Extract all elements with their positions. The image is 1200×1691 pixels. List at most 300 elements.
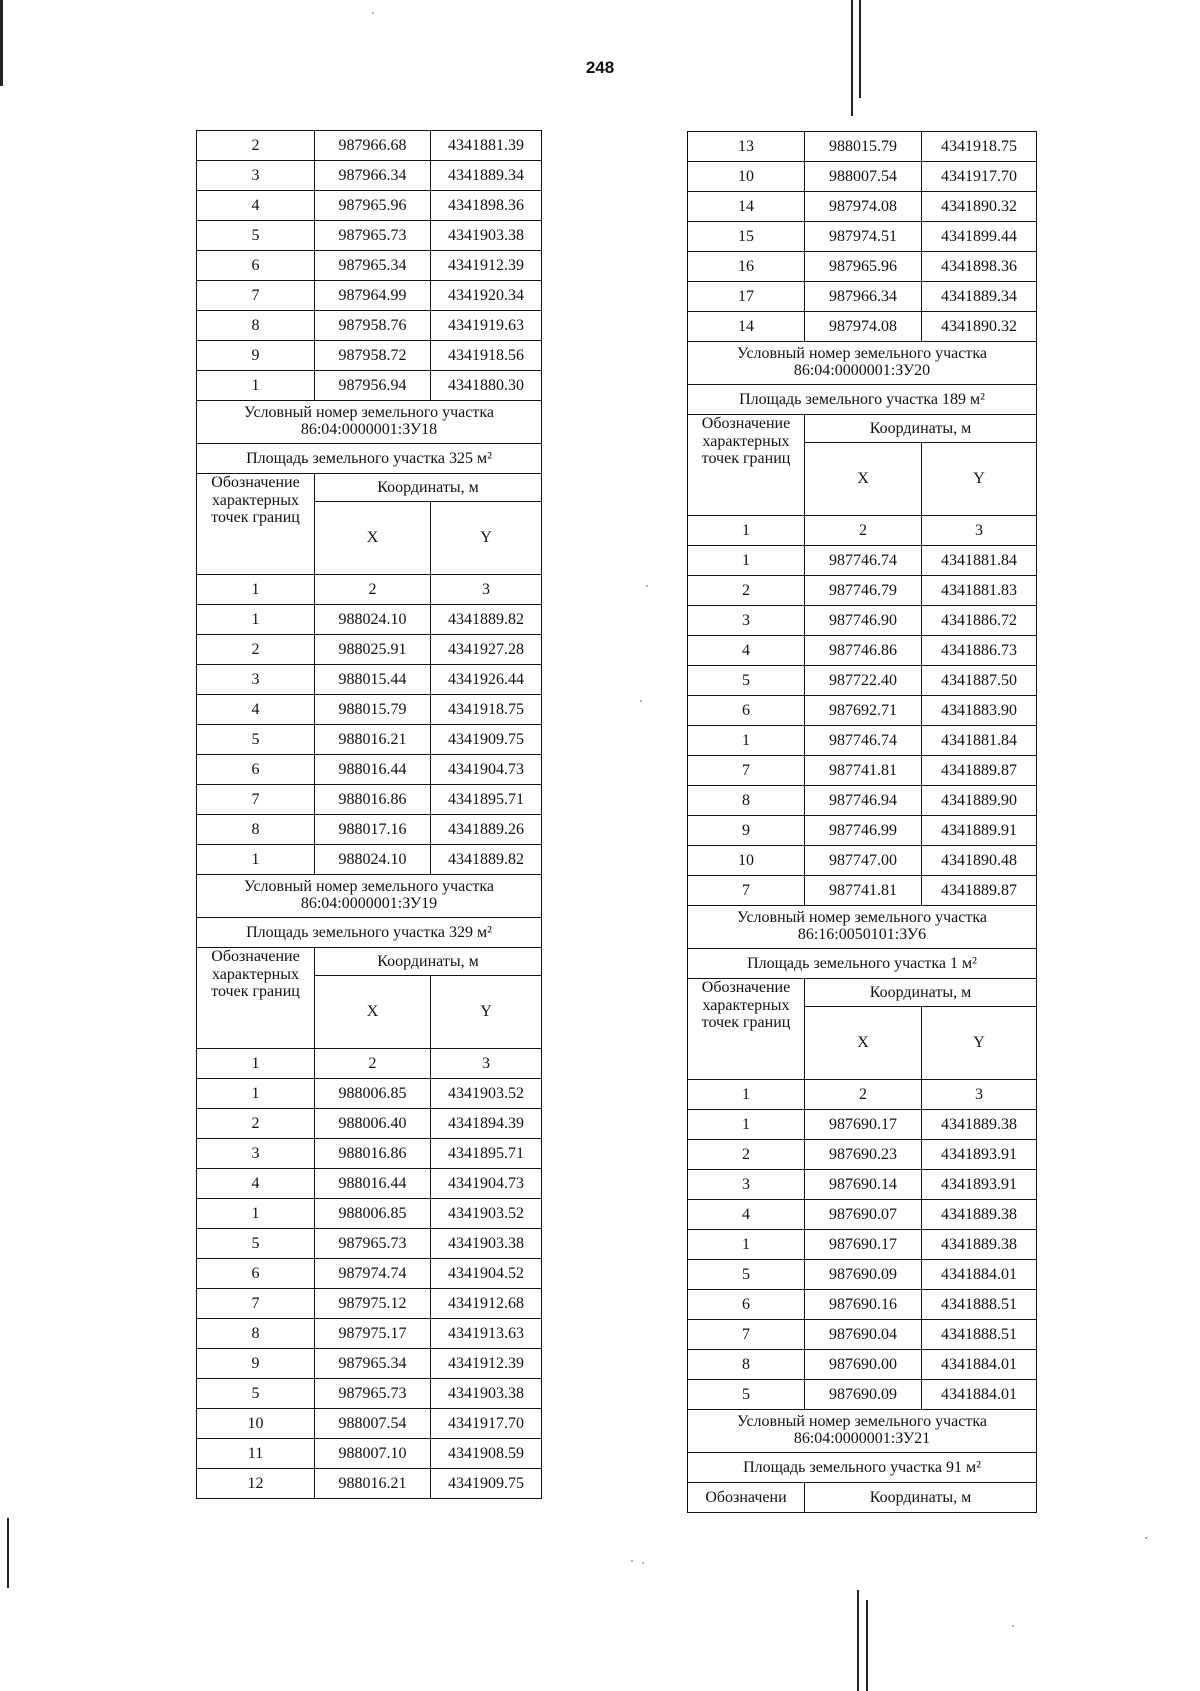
x-coordinate: 987746.79 [805,576,922,606]
header-row [688,979,1037,1007]
table-row [688,132,1037,162]
header-y: Y [431,976,542,1049]
point-number: 7 [688,1320,805,1350]
header-designation: Обозначени [688,1483,805,1513]
table-row [688,666,1037,696]
y-coordinate: 4341918.56 [431,341,542,371]
y-coordinate: 4341913.63 [431,1319,542,1349]
point-number: 3 [688,606,805,636]
point-number: 4 [688,636,805,666]
x-coordinate: 988015.79 [315,695,431,725]
column-number: 2 [315,1049,431,1079]
x-coordinate: 988015.79 [805,132,922,162]
table-row [688,1320,1037,1350]
table-row [688,1350,1037,1380]
point-number: 7 [197,281,315,311]
table-row [197,695,542,725]
x-coordinate: 987974.74 [315,1259,431,1289]
point-number: 11 [197,1439,315,1469]
x-coordinate: 987975.17 [315,1319,431,1349]
table-row [197,281,542,311]
header-coordinates: Координаты, м [315,948,542,976]
page-number: 248 [585,58,615,77]
header-x: X [805,443,922,516]
parcel-number: Условный номер земельного участка 86:16:0050101:ЗУ6 [688,906,1037,949]
point-number: 3 [688,1170,805,1200]
table-row [197,1469,542,1499]
point-number: 8 [688,1350,805,1380]
table-row [197,251,542,281]
point-number: 5 [688,666,805,696]
scan-line [7,1518,9,1588]
table-row [197,1079,542,1109]
x-coordinate: 987690.17 [805,1230,922,1260]
point-number: 7 [197,785,315,815]
column-number-row [688,516,1037,546]
point-number: 6 [688,1290,805,1320]
point-number: 10 [688,846,805,876]
x-coordinate: 987965.73 [315,221,431,251]
parcel-area: Площадь земельного участка 189 м² [688,385,1037,415]
y-coordinate: 4341904.73 [431,755,542,785]
header-designation: Обозначение характерных точек границ [197,474,315,575]
point-number: 10 [688,162,805,192]
parcel-area: Площадь земельного участка 325 м² [197,444,542,474]
y-coordinate: 4341889.87 [922,756,1037,786]
x-coordinate: 987965.96 [315,191,431,221]
column-number: 3 [431,1049,542,1079]
y-coordinate: 4341889.38 [922,1230,1037,1260]
table-row [197,311,542,341]
table-row [688,1140,1037,1170]
point-number: 8 [197,815,315,845]
scan-speck [640,700,642,702]
x-coordinate: 987746.99 [805,816,922,846]
y-coordinate: 4341889.38 [922,1200,1037,1230]
y-coordinate: 4341895.71 [431,1139,542,1169]
y-coordinate: 4341890.48 [922,846,1037,876]
header-coordinates: Координаты, м [315,474,542,502]
parcel-number: Условный номер земельного участка 86:04:0000001:ЗУ18 [197,401,542,444]
point-number: 8 [688,786,805,816]
table-row [688,816,1037,846]
point-number: 1 [688,1230,805,1260]
point-number: 1 [197,1079,315,1109]
table-row [197,1319,542,1349]
y-coordinate: 4341912.68 [431,1289,542,1319]
left-column [196,130,541,1499]
y-coordinate: 4341908.59 [431,1439,542,1469]
y-coordinate: 4341917.70 [431,1409,542,1439]
point-number: 1 [197,605,315,635]
header-y: Y [431,502,542,575]
x-coordinate: 987746.90 [805,606,922,636]
y-coordinate: 4341889.82 [431,605,542,635]
table-row [197,755,542,785]
y-coordinate: 4341894.39 [431,1109,542,1139]
y-coordinate: 4341890.32 [922,192,1037,222]
table-row [197,725,542,755]
point-number: 16 [688,252,805,282]
parcel-area-row [688,949,1037,979]
table-row [688,1230,1037,1260]
point-number: 5 [688,1260,805,1290]
table-row [688,1200,1037,1230]
parcel-area-row [688,1453,1037,1483]
y-coordinate: 4341889.38 [922,1110,1037,1140]
column-number: 1 [688,1080,805,1110]
point-number: 9 [197,1349,315,1379]
scan-speck [372,12,374,14]
header-y: Y [922,443,1037,516]
x-coordinate: 988024.10 [315,605,431,635]
table-row [197,1199,542,1229]
y-coordinate: 4341889.87 [922,876,1037,906]
y-coordinate: 4341884.01 [922,1350,1037,1380]
table-row [688,162,1037,192]
column-number: 1 [197,575,315,605]
point-number: 5 [197,1229,315,1259]
header-designation: Обозначение характерных точек границ [197,948,315,1049]
x-coordinate: 988015.44 [315,665,431,695]
y-coordinate: 4341903.52 [431,1079,542,1109]
point-number: 14 [688,192,805,222]
point-number: 2 [197,1109,315,1139]
column-number-row [688,1080,1037,1110]
x-coordinate: 987746.74 [805,546,922,576]
header-x: X [315,502,431,575]
parcel-number-row [688,1410,1037,1453]
table-row [688,222,1037,252]
y-coordinate: 4341904.52 [431,1259,542,1289]
table-row [688,1260,1037,1290]
x-coordinate: 988007.54 [805,162,922,192]
point-number: 6 [197,1259,315,1289]
table-row [197,1229,542,1259]
x-coordinate: 987746.94 [805,786,922,816]
header-x: X [315,976,431,1049]
x-coordinate: 987966.68 [315,131,431,161]
x-coordinate: 987690.07 [805,1200,922,1230]
header-coordinates: Координаты, м [805,979,1037,1007]
column-number: 2 [315,575,431,605]
y-coordinate: 4341881.39 [431,131,542,161]
table-row [688,282,1037,312]
point-number: 6 [197,755,315,785]
y-coordinate: 4341881.84 [922,546,1037,576]
x-coordinate: 987690.16 [805,1290,922,1320]
parcel-number-row [688,906,1037,949]
x-coordinate: 987958.76 [315,311,431,341]
y-coordinate: 4341903.38 [431,1229,542,1259]
table-row [197,1379,542,1409]
parcel-number-row [197,401,542,444]
point-number: 1 [688,546,805,576]
header-coordinates: Координаты, м [805,1483,1037,1513]
y-coordinate: 4341904.73 [431,1169,542,1199]
y-coordinate: 4341881.83 [922,576,1037,606]
y-coordinate: 4341909.75 [431,725,542,755]
parcel-area-row [197,444,542,474]
table-row [197,131,542,161]
point-number: 4 [688,1200,805,1230]
x-coordinate: 987741.81 [805,876,922,906]
x-coordinate: 987958.72 [315,341,431,371]
point-number: 1 [688,726,805,756]
point-number: 7 [688,876,805,906]
parcel-area: Площадь земельного участка 91 м² [688,1453,1037,1483]
table-row [197,665,542,695]
table-row [197,1139,542,1169]
y-coordinate: 4341909.75 [431,1469,542,1499]
point-number: 5 [688,1380,805,1410]
x-coordinate: 987975.12 [315,1289,431,1319]
y-coordinate: 4341889.91 [922,816,1037,846]
point-number: 15 [688,222,805,252]
x-coordinate: 988016.86 [315,1139,431,1169]
header-row [197,474,542,502]
scan-speck [1145,1537,1147,1539]
table-row [197,1259,542,1289]
parcel-area: Площадь земельного участка 329 м² [197,918,542,948]
point-number: 3 [197,161,315,191]
x-coordinate: 987965.34 [315,251,431,281]
scan-line [857,1590,859,1691]
y-coordinate: 4341881.84 [922,726,1037,756]
x-coordinate: 988016.21 [315,725,431,755]
point-number: 6 [688,696,805,726]
point-number: 4 [197,695,315,725]
table-row [688,1290,1037,1320]
column-number: 2 [805,516,922,546]
y-coordinate: 4341917.70 [922,162,1037,192]
point-number: 3 [197,665,315,695]
header-y: Y [922,1007,1037,1080]
header-x: X [805,1007,922,1080]
y-coordinate: 4341888.51 [922,1320,1037,1350]
x-coordinate: 988006.40 [315,1109,431,1139]
x-coordinate: 988007.10 [315,1439,431,1469]
x-coordinate: 987690.09 [805,1260,922,1290]
table-row [688,876,1037,906]
point-number: 6 [197,251,315,281]
scan-line [859,0,861,98]
header-row [688,415,1037,443]
point-number: 3 [197,1139,315,1169]
x-coordinate: 988006.85 [315,1079,431,1109]
point-number: 8 [197,1319,315,1349]
point-number: 1 [688,1110,805,1140]
x-coordinate: 987965.34 [315,1349,431,1379]
table-row [688,696,1037,726]
y-coordinate: 4341898.36 [431,191,542,221]
x-coordinate: 987974.08 [805,312,922,342]
table-row [197,1349,542,1379]
column-number: 2 [805,1080,922,1110]
point-number: 5 [197,1379,315,1409]
y-coordinate: 4341886.73 [922,636,1037,666]
scan-line [866,1600,868,1691]
table-row [197,221,542,251]
y-coordinate: 4341918.75 [431,695,542,725]
scan-speck [646,585,648,587]
x-coordinate: 987746.86 [805,636,922,666]
parcel-number-row [197,875,542,918]
y-coordinate: 4341889.90 [922,786,1037,816]
y-coordinate: 4341889.34 [431,161,542,191]
column-number: 1 [197,1049,315,1079]
table-row [688,312,1037,342]
parcel-number: Условный номер земельного участка 86:04:0000001:ЗУ19 [197,875,542,918]
point-number: 1 [197,371,315,401]
point-number: 7 [688,756,805,786]
table-row [688,726,1037,756]
point-number: 12 [197,1469,315,1499]
header-row [688,1483,1037,1513]
table-row [688,546,1037,576]
column-number: 1 [688,516,805,546]
x-coordinate: 987966.34 [315,161,431,191]
y-coordinate: 4341899.44 [922,222,1037,252]
header-coordinates: Координаты, м [805,415,1037,443]
y-coordinate: 4341884.01 [922,1260,1037,1290]
table-row [197,1439,542,1469]
y-coordinate: 4341903.38 [431,221,542,251]
scan-line [851,0,853,116]
point-number: 1 [197,1199,315,1229]
x-coordinate: 988025.91 [315,635,431,665]
y-coordinate: 4341895.71 [431,785,542,815]
table-row [197,635,542,665]
table-row [688,1110,1037,1140]
table-row [197,785,542,815]
column-number: 3 [922,1080,1037,1110]
table-row [197,191,542,221]
point-number: 8 [197,311,315,341]
y-coordinate: 4341919.63 [431,311,542,341]
parcel-area-row [688,385,1037,415]
point-number: 2 [197,131,315,161]
scan-line [0,0,3,86]
x-coordinate: 988016.44 [315,755,431,785]
table-row [688,252,1037,282]
table-row [688,1380,1037,1410]
column-number-row [197,575,542,605]
y-coordinate: 4341880.30 [431,371,542,401]
y-coordinate: 4341890.32 [922,312,1037,342]
point-number: 5 [197,221,315,251]
point-number: 10 [197,1409,315,1439]
x-coordinate: 987964.99 [315,281,431,311]
x-coordinate: 987690.04 [805,1320,922,1350]
y-coordinate: 4341889.26 [431,815,542,845]
x-coordinate: 987966.34 [805,282,922,312]
table-row [197,605,542,635]
y-coordinate: 4341903.52 [431,1199,542,1229]
y-coordinate: 4341893.91 [922,1140,1037,1170]
y-coordinate: 4341888.51 [922,1290,1037,1320]
header-row [197,948,542,976]
x-coordinate: 988024.10 [315,845,431,875]
table-row [688,846,1037,876]
y-coordinate: 4341889.82 [431,845,542,875]
table-row [197,1289,542,1319]
y-coordinate: 4341898.36 [922,252,1037,282]
y-coordinate: 4341920.34 [431,281,542,311]
x-coordinate: 988016.21 [315,1469,431,1499]
point-number: 9 [688,816,805,846]
table-row [197,341,542,371]
point-number: 2 [688,1140,805,1170]
x-coordinate: 988007.54 [315,1409,431,1439]
y-coordinate: 4341884.01 [922,1380,1037,1410]
table-row [197,815,542,845]
table-row [688,1170,1037,1200]
y-coordinate: 4341918.75 [922,132,1037,162]
x-coordinate: 988016.86 [315,785,431,815]
header-designation: Обозначение характерных точек границ [688,979,805,1080]
x-coordinate: 987690.09 [805,1380,922,1410]
table-row [197,1109,542,1139]
column-number: 3 [922,516,1037,546]
scan-speck [642,1562,644,1564]
point-number: 2 [197,635,315,665]
parcel-area: Площадь земельного участка 1 м² [688,949,1037,979]
scan-speck [631,1560,633,1562]
y-coordinate: 4341887.50 [922,666,1037,696]
y-coordinate: 4341912.39 [431,1349,542,1379]
y-coordinate: 4341926.44 [431,665,542,695]
table-row [688,606,1037,636]
header-designation: Обозначение характерных точек границ [688,415,805,516]
x-coordinate: 987690.00 [805,1350,922,1380]
y-coordinate: 4341889.34 [922,282,1037,312]
point-number: 1 [197,845,315,875]
y-coordinate: 4341893.91 [922,1170,1037,1200]
parcel-number: Условный номер земельного участка 86:04:0000001:ЗУ21 [688,1410,1037,1453]
x-coordinate: 987690.17 [805,1110,922,1140]
point-number: 9 [197,341,315,371]
table-row [688,192,1037,222]
y-coordinate: 4341927.28 [431,635,542,665]
point-number: 2 [688,576,805,606]
column-number: 3 [431,575,542,605]
x-coordinate: 987746.74 [805,726,922,756]
point-number: 5 [197,725,315,755]
x-coordinate: 987965.73 [315,1379,431,1409]
point-number: 14 [688,312,805,342]
table-row [197,161,542,191]
coordinates-table-left [196,130,542,1499]
x-coordinate: 988017.16 [315,815,431,845]
point-number: 4 [197,1169,315,1199]
table-row [688,576,1037,606]
x-coordinate: 987974.08 [805,192,922,222]
x-coordinate: 988016.44 [315,1169,431,1199]
table-row [197,845,542,875]
point-number: 13 [688,132,805,162]
x-coordinate: 987722.40 [805,666,922,696]
parcel-number-row [688,342,1037,385]
x-coordinate: 987741.81 [805,756,922,786]
point-number: 7 [197,1289,315,1319]
x-coordinate: 987965.96 [805,252,922,282]
x-coordinate: 987692.71 [805,696,922,726]
point-number: 4 [197,191,315,221]
coordinates-table-right [687,131,1037,1513]
y-coordinate: 4341903.38 [431,1379,542,1409]
table-row [197,1409,542,1439]
